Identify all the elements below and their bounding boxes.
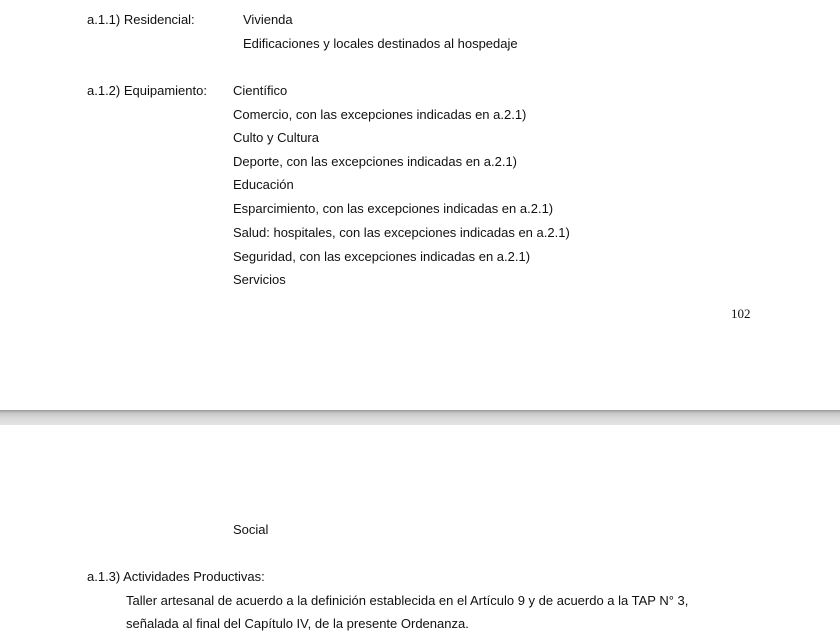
equipamiento-label: a.1.2) Equipamiento: [87, 83, 207, 98]
residencial-label: a.1.1) Residencial: [87, 12, 195, 27]
actividades-paragraph-line: señalada al final del Capítulo IV, de la presente Ordenanza. [126, 616, 469, 631]
page-number: 102 [731, 306, 751, 321]
equipamiento-item: Comercio, con las excepciones indicadas en a.2.1) [233, 107, 527, 122]
actividades-productivas-label: a.1.3) Actividades Productivas: [87, 569, 265, 584]
document-page-next [0, 425, 840, 630]
equipamiento-item: Deporte, con las excepciones indicadas en a.2.1) [233, 154, 518, 169]
page-separator [0, 410, 840, 425]
equipamiento-item: Esparcimiento, con las excepciones indicadas en a.2.1) [233, 201, 554, 216]
residencial-item: Vivienda [243, 12, 293, 27]
equipamiento-item: Científico [233, 83, 288, 98]
equipamiento-item: Culto y Cultura [233, 130, 319, 145]
actividades-paragraph-line: Taller artesanal de acuerdo a la definición establecida en el Artículo 9 y de acuerdo a la TAP N° 3, [126, 593, 689, 608]
residencial-item: Edificaciones y locales destinados al hospedaje [243, 36, 518, 51]
equipamiento-item: Servicios [233, 272, 286, 287]
equipamiento-item-continued: Social [233, 522, 269, 537]
equipamiento-item: Seguridad, con las excepciones indicadas en a.2.1) [233, 249, 531, 264]
equipamiento-item: Educación [233, 177, 294, 192]
equipamiento-item: Salud: hospitales, con las excepciones indicadas en a.2.1) [233, 225, 570, 240]
